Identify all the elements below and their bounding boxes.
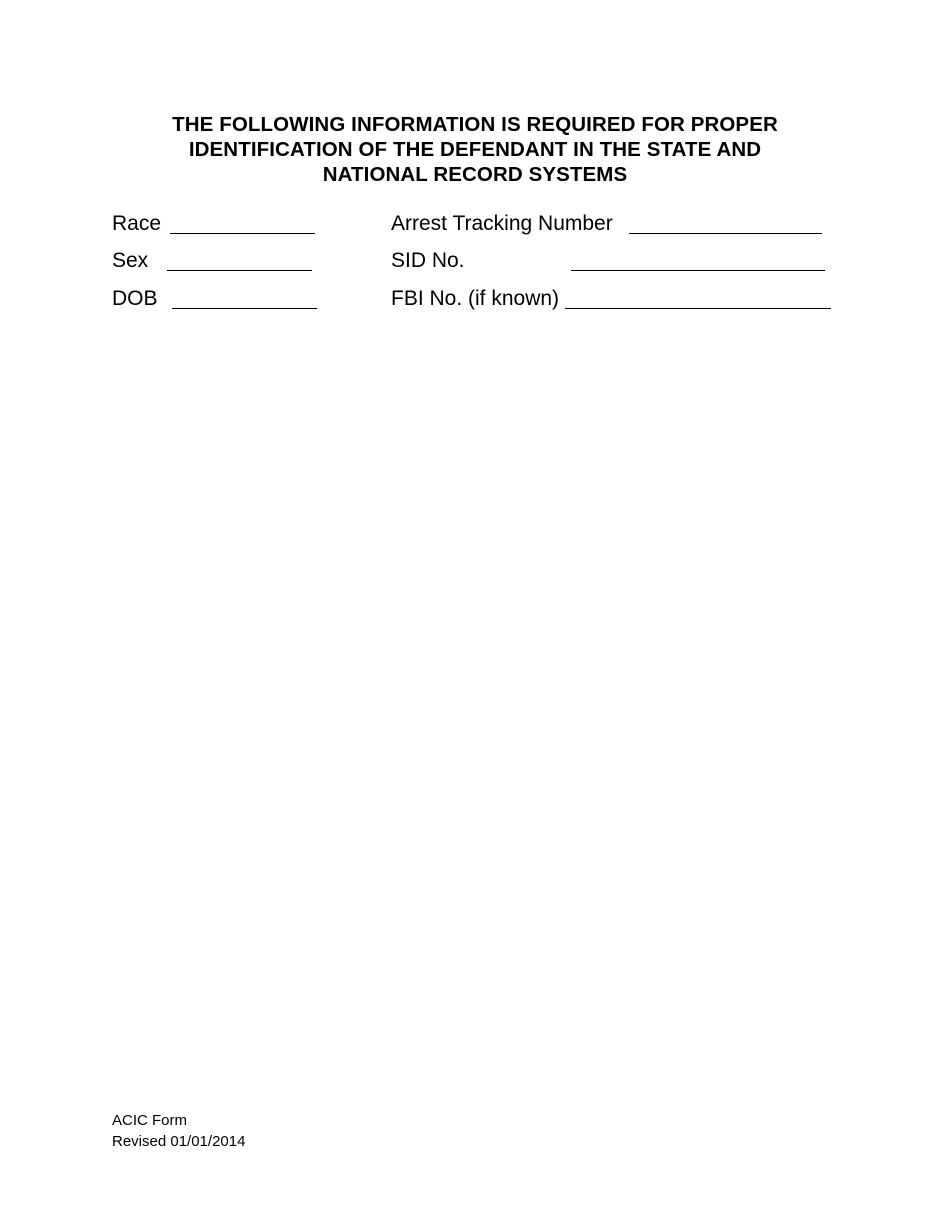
fbi-no-blank[interactable] <box>565 308 831 309</box>
sex-field <box>112 248 317 274</box>
sex-label: Sex <box>112 249 149 272</box>
arrest-tracking-number-label: Arrest Tracking Number <box>391 212 613 235</box>
arrest-tracking-number-blank[interactable] <box>629 233 822 234</box>
dob-blank[interactable] <box>172 308 317 309</box>
race-blank[interactable] <box>170 233 315 234</box>
fbi-no-label: FBI No. (if known) <box>391 287 560 310</box>
sid-no-field <box>391 248 826 274</box>
footer-form-name: ACIC Form <box>112 1112 187 1129</box>
heading-line-3: NATIONAL RECORD SYSTEMS <box>322 163 628 186</box>
heading-line-1: THE FOLLOWING INFORMATION IS REQUIRED FOR PROPER <box>172 113 778 136</box>
dob-label: DOB <box>112 287 158 310</box>
fbi-no-field <box>391 286 833 312</box>
sid-no-blank[interactable] <box>571 270 825 271</box>
race-field <box>112 211 317 237</box>
sid-no-label: SID No. <box>391 249 465 272</box>
arrest-tracking-number-field <box>391 211 826 237</box>
sex-blank[interactable] <box>167 270 312 271</box>
form-footer <box>112 1110 245 1152</box>
dob-field <box>112 286 322 312</box>
race-label: Race <box>112 212 162 235</box>
form-heading <box>112 112 838 187</box>
heading-line-2: IDENTIFICATION OF THE DEFENDANT IN THE STATE AND <box>188 138 762 161</box>
footer-revised-date: Revised 01/01/2014 <box>112 1133 246 1150</box>
